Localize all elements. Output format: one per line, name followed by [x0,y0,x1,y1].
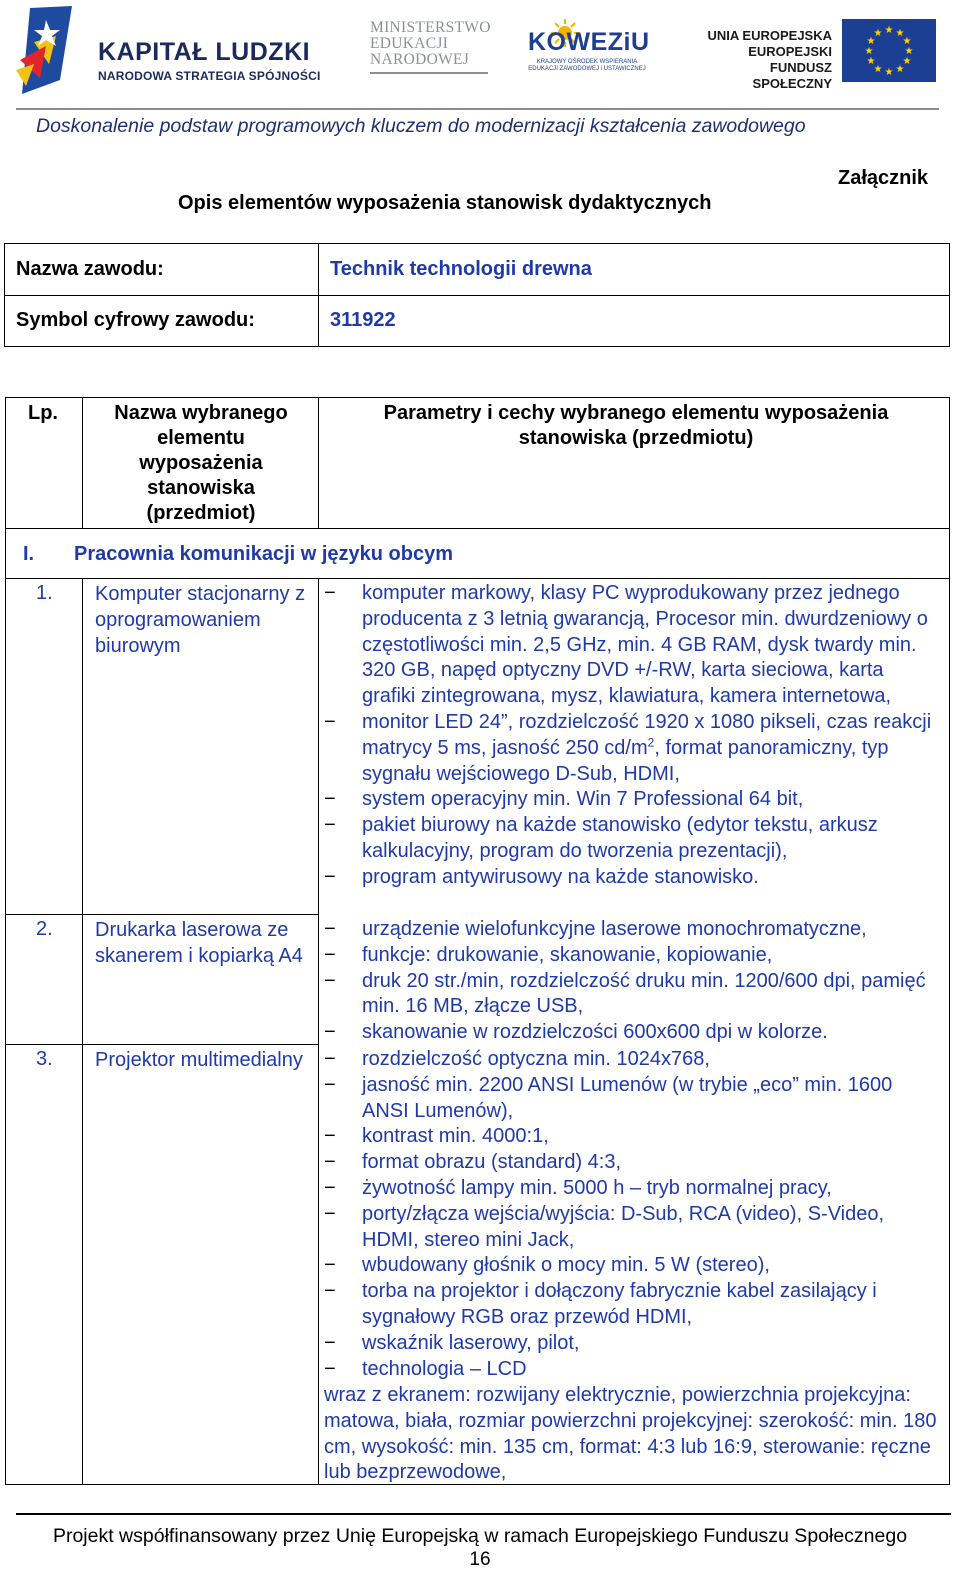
row-3-params [324,1047,936,1382]
svg-text:★: ★ [895,64,905,75]
ue-line-3: FUNDUSZ SPOŁECZNY [752,60,832,91]
body-divider-2 [318,579,319,1484]
profession-code-label: Symbol cyfrowy zawodu: [16,309,255,331]
list-item: − monitor LED 24”, rozdzielczość 1920 x 1080 pikseli, czas reakcji matrycy 5 ms, jasność 250 $cd/m^2$, format panoramiczny, typ sygnału wejściowego D-Sub, HDMI, [324,710,932,785]
section-title: Pracownia komunikacji w języku obcym [74,543,454,565]
svg-text:★: ★ [873,28,883,39]
row-1-name: Komputer stacjonarny z oprogramowaniem biurowym [95,583,306,657]
kowezu-title: KOWEZiU [528,28,650,56]
kapital-ludzki-logo-text [98,38,321,83]
kowezu-subtitle-2: EDUKACJI ZAWODOWEJ i USTAWICZNEJ [528,66,646,72]
svg-text:★: ★ [904,46,914,57]
profession-name-value: Technik technologii drewna [330,258,592,280]
section-bottom-line [6,578,949,579]
svg-text:★: ★ [866,56,876,67]
kapital-ludzki-logo-mark [16,6,78,98]
svg-text:★: ★ [895,28,905,39]
column-header-params: Parametry i cechy wybranego elementu wyposażenia stanowiska (przedmiotu) [383,402,889,449]
list-item: − wbudowany głośnik o mocy min. 5 W (stereo), [324,1254,770,1277]
page-number: 16 [469,1549,491,1570]
list-item: − jasność min. 2200 ANSI Lumenów (w trybie „eco” min. 1600 ANSI Lumenów), [324,1073,893,1122]
ue-line-1: UNIA EUROPEJSKA [707,28,832,43]
row-2-name: Drukarka laserowa ze skanerem i kopiarką A4 [95,919,303,967]
header-bottom-line [6,528,949,529]
ue-line-2: EUROPEJSKI [748,44,832,59]
equipment-table [5,397,950,1485]
list-item: − skanowanie w rozdzielczości 600x600 dpi w kolorze. [324,1021,828,1044]
eu-fund-logo-text [700,28,832,92]
list-item: − funkcje: drukowanie, skanowanie, kopiowanie, [324,943,773,966]
info-row-divider [5,295,949,296]
men-line-3: NARODOWEJ [370,51,470,68]
list-item: − żywotność lampy min. 5000 h – tryb normalnej pracy, [324,1176,832,1199]
svg-text:★: ★ [902,36,912,47]
men-line-2: EDUKACJI [370,35,449,52]
list-item: − rozdzielczość optyczna min. 1024x768, [324,1048,710,1070]
list-item: − kontrast min. 4000:1, [324,1125,549,1148]
row-2-params [324,917,936,1046]
row-1-lp: 1. [36,582,53,604]
ministry-education-logo [370,20,510,74]
svg-text:★: ★ [866,36,876,47]
row-3-name: Projektor multimedialny [95,1049,303,1071]
list-item: − komputer markowy, klasy PC wyprodukowany przez jednego producenta z 3 letnią gwarancją, Procesor min. dwurdzeniowy o częstotliwości min. 2,5 GHz, min. 4 GB RAM, dysk twardy min. 320 GB, napęd optyczny DVD +/-RW, karta sieciowa, karta grafiki zintegrowana, mysz, klawiatura, kamera internetowa, [324,582,928,708]
header-divider-2 [318,398,319,529]
list-item: − program antywirusowy na każde stanowisko. [324,865,759,888]
header-project-title: Doskonalenie podstaw programowych kluczem do modernizacji kształcenia zawodowego [36,115,806,137]
superscript: 2 [647,735,655,750]
header-divider [16,108,939,110]
list-item: − format obrazu (standard) 4:3, [324,1151,622,1174]
profession-name-label: Nazwa zawodu: [16,258,164,280]
row-1-params [324,581,936,891]
kapital-ludzki-title: KAPITAŁ LUDZKI [98,38,311,66]
list-item: − urządzenie wielofunkcyjne laserowe monochromatyczne, [324,918,867,940]
section-number: I. [23,543,35,565]
list-item: − technologia – LCD [324,1357,527,1380]
row-3-screen-description: wraz z ekranem: rozwijany elektrycznie, powierzchnia projekcyjna: matowa, biała, rozmiar powierzchni projekcyjnej: szerokość: min. 180 cm, wysokość: min. 135 cm, format: 4:3 lub 16:9, sterowanie: ręczne lub bezprzewodowe, [324,1384,937,1484]
kowezu-logo [528,22,650,80]
column-header-lp: Lp. [28,402,58,424]
row-2-lp: 2. [36,918,53,940]
body-divider-1 [82,579,83,1484]
attachment-label: Załącznik [838,167,929,189]
svg-text:★: ★ [873,64,883,75]
svg-text:★: ★ [884,25,894,36]
svg-text:★: ★ [864,46,874,57]
list-item: − system operacyjny min. Win 7 Professional 64 bit, [324,788,804,811]
footer-divider [16,1513,951,1515]
men-line-1: MINISTERSTWO [370,19,491,36]
eu-flag-icon [842,19,936,82]
row-divider-1 [6,914,318,915]
svg-text:★: ★ [884,67,894,78]
profession-info-table [4,243,950,347]
list-item: − druk 20 str./min, rozdzielczość druku min. 1200/600 dpi, pamięć min. 16 MB, złącze USB, [324,969,926,1018]
document-title: Opis elementów wyposażenia stanowisk dydaktycznych [178,192,712,214]
list-item: − pakiet biurowy na każde stanowisko (edytor tekstu, arkusz kalkulacyjny, program do tworzenia prezentacji), [324,814,878,862]
svg-text:★: ★ [902,56,912,67]
list-item: − porty/złącza wejścia/wyjścia: D-Sub, RCA (video), S-Video, HDMI, stereo mini Jack, [324,1202,885,1251]
profession-code-value: 311922 [330,309,396,331]
kowezu-subtitle-1: KRAJOWY OŚRODEK WSPIERANIA [536,59,638,65]
list-item: − wskaźnik laserowy, pilot, [324,1331,580,1354]
row-divider-2 [6,1044,318,1045]
column-header-name: Nazwa wybranego elementu wyposażenia stanowiska (przedmiot) [114,402,288,524]
men-underline [370,72,488,74]
footer-text: Projekt współfinansowany przez Unię Europejską w ramach Europejskiego Funduszu Społecznego [52,1525,908,1547]
row-3-lp: 3. [36,1048,53,1070]
header-divider-1 [82,398,83,529]
list-item: − torba na projektor i dołączony fabrycznie kabel zasilający i sygnałowy RGB oraz przewód HDMI, [324,1280,877,1328]
kapital-ludzki-subtitle: NARODOWA STRATEGIA SPÓJNOŚCI [98,69,321,83]
